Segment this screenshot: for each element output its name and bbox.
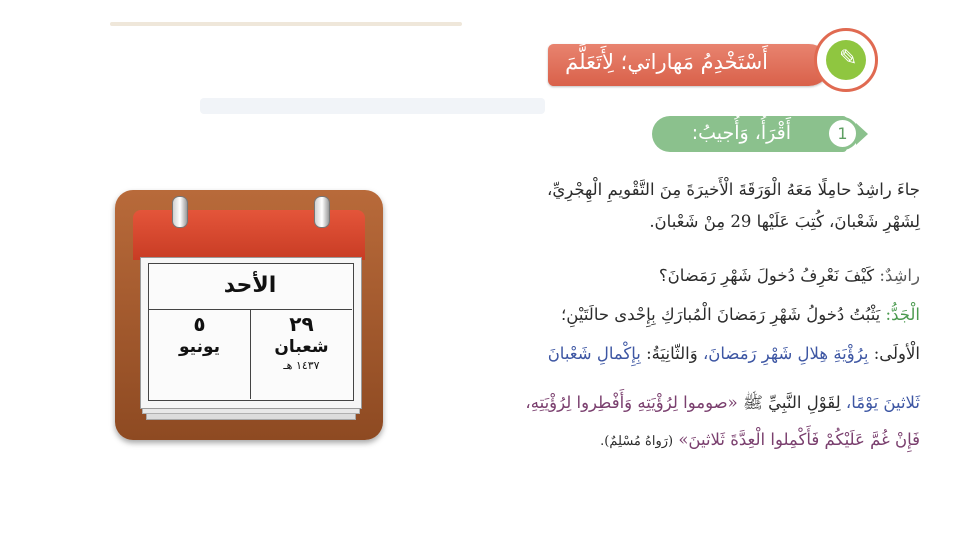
question-speaker: راشِدٌ:: [879, 266, 920, 285]
hadith-source: (رَواهُ مُسْلِمٌ).: [600, 434, 674, 449]
second-condition-text: بِإِكْمالِ شَعْبانَ: [547, 344, 641, 363]
second-condition-label: وَالثّانِيَةُ:: [646, 344, 698, 363]
answer-speaker: الْجَدُّ:: [885, 305, 920, 324]
calendar-ring-right: [314, 196, 330, 228]
calendar-hijri-date: [251, 312, 352, 374]
conditions-line: [400, 344, 920, 363]
question-line: [400, 266, 920, 285]
paragraph-line-1: [400, 180, 920, 199]
skill-icon: [814, 28, 878, 92]
answer-text: يَثْبُتُ دُخولُ شَهْرِ رَمَضانَ الْمُبارَكِ بِإِحْدى حالَتَيْنِ؛: [561, 305, 881, 324]
gregorian-day: ٥: [193, 312, 206, 336]
thirty-days-text: ثَلاثينَ يَوْمًا،: [845, 393, 920, 412]
skill-icon-glyph: ✎: [839, 46, 858, 71]
activity-title: أَقْرَأُ، وَأُجيبُ:: [691, 122, 791, 144]
hijri-year: ١٤٣٧ هـ: [283, 359, 320, 372]
answer-line: [400, 305, 920, 324]
top-divider: [110, 22, 462, 26]
first-condition-text: بِرُؤْيَةِ هِلالِ شَهْرِ رَمَضانَ،: [702, 344, 869, 363]
hadith-line-2: [400, 430, 920, 449]
hadith-part-2: فَإِنْ غُمَّ عَلَيْكُمْ فَأَكْمِلوا الْعِدَّةَ ثَلاثينَ»: [678, 430, 920, 449]
calendar-day-name: الأحد: [148, 263, 352, 310]
hijri-day: ٢٩: [289, 312, 314, 336]
intro-line-2: لِشَهْرِ شَعْبانَ، كُتِبَ عَلَيْها 29 مِنْ شَعْبانَ.: [649, 212, 920, 231]
activity-heading: [652, 116, 847, 152]
section-banner: [548, 44, 830, 86]
first-condition-label: الْأولَى:: [873, 344, 920, 363]
hadith-part-1: «صوموا لِرُؤْيَتِهِ وَأَفْطِروا لِرُؤْيَتِهِ،: [525, 393, 738, 412]
activity-number: 1: [826, 117, 859, 150]
calendar-header: [133, 210, 365, 260]
question-text: كَيْفَ نَعْرِفُ دُخولَ شَهْرِ رَمَضانَ؟: [658, 266, 875, 285]
paragraph-line-2: [400, 212, 920, 231]
prophet-saying: لِقَوْلِ النَّبِيِّ ﷺ: [742, 393, 841, 412]
calendar-gregorian-date: [149, 312, 250, 358]
gregorian-month: يونيو: [178, 337, 221, 357]
calendar-ring-left: [172, 196, 188, 228]
faded-background-text: [200, 98, 545, 114]
hijri-month: شعبان: [274, 337, 329, 357]
section-title: أَسْتَخْدِمُ مَهاراتي؛ لِأَتَعَلَّمَ: [565, 50, 768, 74]
hadith-line-1: [400, 393, 920, 417]
skill-icon-badge: [826, 40, 866, 80]
intro-line-1: جاءَ راشِدٌ حامِلًا مَعَهُ الْوَرَقَةَ الْأَخيرَةَ مِنَ التَّقْويمِ الْهِجْرِيِّ،: [547, 180, 920, 199]
